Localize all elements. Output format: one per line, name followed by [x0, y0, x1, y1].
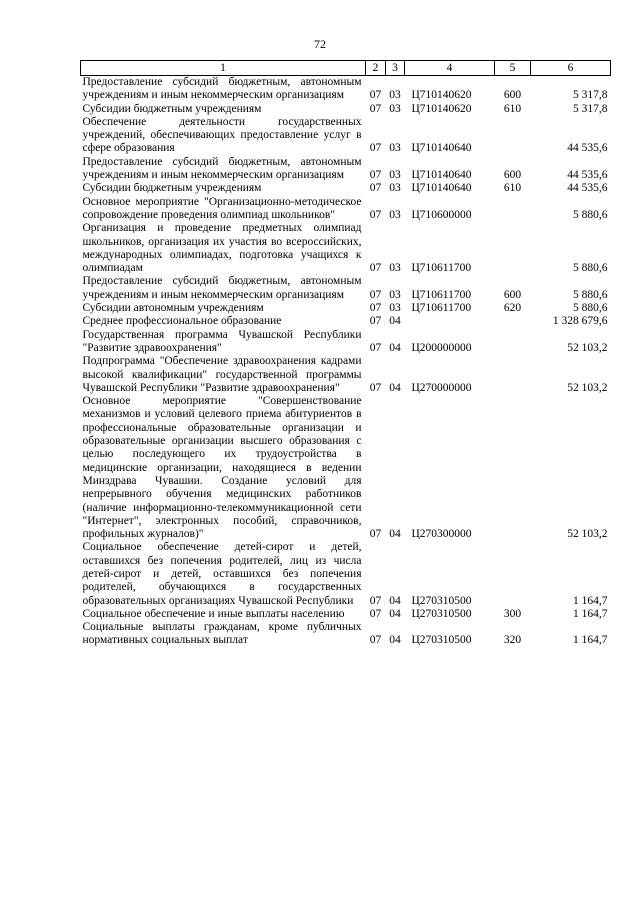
- row-name: Предоставление субсидий бюджетным, автономным учреждениям и иным некоммерческим организациям: [82, 155, 362, 182]
- table-row: [81, 222, 611, 275]
- row-target-article: Ц270310500: [411, 634, 472, 647]
- row-subsection: 04: [389, 594, 401, 607]
- row-subsection: 03: [389, 142, 401, 155]
- row-name: Среднее профессиональное образование: [82, 315, 282, 328]
- row-name: Социальное обеспечение детей-сирот и детей, оставшихся без попечения родителей, лиц из числа детей-сирот и детей, оставшихся без попечения родителей, обучающихся в государственных образовательных организациях Чувашской Республики: [82, 541, 362, 607]
- row-name: Субсидии автономным учреждениям: [82, 302, 264, 315]
- row-section: 07: [369, 208, 382, 221]
- row-section: 07: [369, 381, 382, 394]
- row-target-article: Ц710611700: [411, 262, 472, 275]
- row-section: 07: [369, 607, 382, 620]
- table-row: [81, 196, 611, 223]
- row-section: 07: [369, 528, 382, 541]
- row-target-article: Ц710140640: [411, 142, 472, 155]
- row-expense-type: 600: [503, 169, 522, 182]
- row-expense-type: 620: [503, 302, 522, 315]
- row-section: 07: [369, 182, 382, 195]
- header-col-4: 4: [405, 61, 495, 76]
- row-amount: 5 880,6: [573, 208, 608, 221]
- row-amount: 44 535,6: [567, 169, 608, 182]
- header-col-2: 2: [366, 61, 386, 76]
- row-expense-type: 320: [503, 634, 522, 647]
- row-subsection: 03: [389, 89, 401, 102]
- row-section: 07: [369, 89, 382, 102]
- row-target-article: Ц710140620: [411, 102, 472, 115]
- row-section: 07: [369, 341, 382, 354]
- row-expense-type: [495, 541, 531, 607]
- row-target-article: Ц710140640: [411, 169, 472, 182]
- row-subsection: 03: [389, 288, 401, 301]
- row-amount: 52 103,2: [567, 381, 608, 394]
- page-number: 72: [314, 37, 326, 51]
- row-target-article: [405, 315, 495, 328]
- table-row: [81, 76, 611, 103]
- row-expense-type: 600: [503, 89, 522, 102]
- row-name: Субсидии бюджетным учреждениям: [82, 182, 262, 195]
- table-row: [81, 116, 611, 156]
- row-amount: 44 535,6: [567, 142, 608, 155]
- row-target-article: Ц270310500: [411, 594, 472, 607]
- table-row: [81, 103, 611, 116]
- row-subsection: 04: [389, 634, 401, 647]
- row-amount: 52 103,2: [567, 528, 608, 541]
- row-section: 07: [369, 262, 382, 275]
- row-name: Предоставление субсидий бюджетным, автономным учреждениям и иным некоммерческим организациям: [82, 76, 362, 102]
- row-subsection: 03: [389, 262, 401, 275]
- row-amount: 5 317,8: [573, 102, 608, 115]
- row-name: Социальное обеспечение и иные выплаты населению: [82, 607, 345, 620]
- row-expense-type: [495, 355, 531, 395]
- row-subsection: 03: [389, 208, 401, 221]
- row-expense-type: 610: [503, 102, 522, 115]
- row-section: 07: [369, 315, 382, 328]
- row-amount: 44 535,6: [567, 182, 608, 195]
- row-target-article: Ц710140620: [411, 89, 472, 102]
- row-subsection: 03: [389, 182, 401, 195]
- row-target-article: Ц270000000: [411, 381, 472, 394]
- table-row: [81, 302, 611, 315]
- row-subsection: 04: [389, 341, 401, 354]
- row-name: Обеспечение деятельности государственных учреждений, обеспечивающих предоставление услуг в сфере образования: [82, 115, 362, 155]
- header-row: [81, 61, 611, 76]
- row-section: 07: [369, 594, 382, 607]
- row-name: Социальные выплаты гражданам, кроме публичных нормативных социальных выплат: [82, 621, 362, 647]
- row-name: Субсидии бюджетным учреждениям: [82, 102, 262, 115]
- row-section: 07: [369, 142, 382, 155]
- table-row: [81, 156, 611, 183]
- row-target-article: Ц710140640: [411, 182, 472, 195]
- table-row: [81, 395, 611, 541]
- row-amount: 5 880,6: [573, 302, 608, 315]
- table-row: [81, 541, 611, 607]
- table-row: [81, 182, 611, 195]
- row-amount: 5 880,6: [573, 262, 608, 275]
- row-target-article: Ц710611700: [411, 288, 472, 301]
- row-target-article: Ц710611700: [411, 302, 472, 315]
- row-section: 07: [369, 288, 382, 301]
- table-row: [81, 355, 611, 395]
- header-col-6: 6: [531, 61, 611, 76]
- row-target-article: Ц270310500: [411, 607, 472, 620]
- row-expense-type: [495, 222, 531, 275]
- header-col-3: 3: [386, 61, 405, 76]
- row-expense-type: [495, 116, 531, 156]
- row-section: 07: [369, 302, 382, 315]
- row-expense-type: [495, 315, 531, 328]
- row-subsection: 04: [389, 381, 401, 394]
- row-expense-type: [495, 395, 531, 541]
- row-expense-type: 600: [503, 288, 522, 301]
- row-amount: 1 164,7: [573, 607, 608, 620]
- row-expense-type: 300: [503, 607, 522, 620]
- row-expense-type: [495, 196, 531, 223]
- row-subsection: 04: [389, 607, 401, 620]
- table-row: [81, 275, 611, 302]
- header-col-1: 1: [81, 61, 366, 76]
- table-row: [81, 621, 611, 648]
- header-col-5: 5: [495, 61, 531, 76]
- row-name: Основное мероприятие "Совершенствование механизмов и условий целевого приема абитуриентов в профессиональные образовательные организации и образовательные организации высшего образования с целью последующего их трудоустройства в медицинские организации, находящиеся в ведении Минздрава Чувашии. Создание условий для непрерывного обучения медицинских работников (наличие информационно-телекоммуникационной сети "Интернет", электронных пособий, справочников, профильных журналов)": [82, 395, 362, 541]
- row-expense-type: 610: [503, 182, 522, 195]
- table-row: [81, 608, 611, 621]
- row-amount: 1 164,7: [573, 594, 608, 607]
- row-name: Предоставление субсидий бюджетным, автономным учреждениям и иным некоммерческим организациям: [82, 275, 362, 301]
- row-subsection: 04: [389, 315, 401, 328]
- row-subsection: 03: [389, 302, 401, 315]
- row-amount: 5 317,8: [573, 89, 608, 102]
- row-name: Организация и проведение предметных олимпиад школьников, организация их участия во всероссийских, международных олимпиадах, подготовка учащихся к олимпиадам: [82, 222, 362, 275]
- row-amount: 1 328 679,6: [552, 315, 608, 328]
- budget-table: [80, 60, 611, 648]
- row-expense-type: [495, 329, 531, 356]
- row-amount: 1 164,7: [573, 634, 608, 647]
- row-name: Основное мероприятие "Организационно-методическое сопровождение проведения олимпиад школьников": [82, 195, 362, 221]
- table-row: [81, 329, 611, 356]
- row-name: Государственная программа Чувашской Республики "Развитие здравоохранения": [82, 328, 362, 354]
- row-subsection: 03: [389, 169, 401, 182]
- row-target-article: Ц270300000: [411, 528, 472, 541]
- row-amount: 52 103,2: [567, 341, 608, 354]
- row-section: 07: [369, 169, 382, 182]
- row-target-article: Ц710600000: [411, 208, 472, 221]
- row-section: 07: [369, 102, 382, 115]
- table-row: [81, 315, 611, 328]
- row-name: Подпрограмма "Обеспечение здравоохранения кадрами высокой квалификации" государственной программы Чувашской Республики "Развитие здравоохранения": [82, 355, 362, 394]
- row-subsection: 04: [389, 528, 401, 541]
- row-target-article: Ц200000000: [411, 341, 472, 354]
- row-section: 07: [369, 634, 382, 647]
- row-amount: 5 880,6: [573, 288, 608, 301]
- row-subsection: 03: [389, 102, 401, 115]
